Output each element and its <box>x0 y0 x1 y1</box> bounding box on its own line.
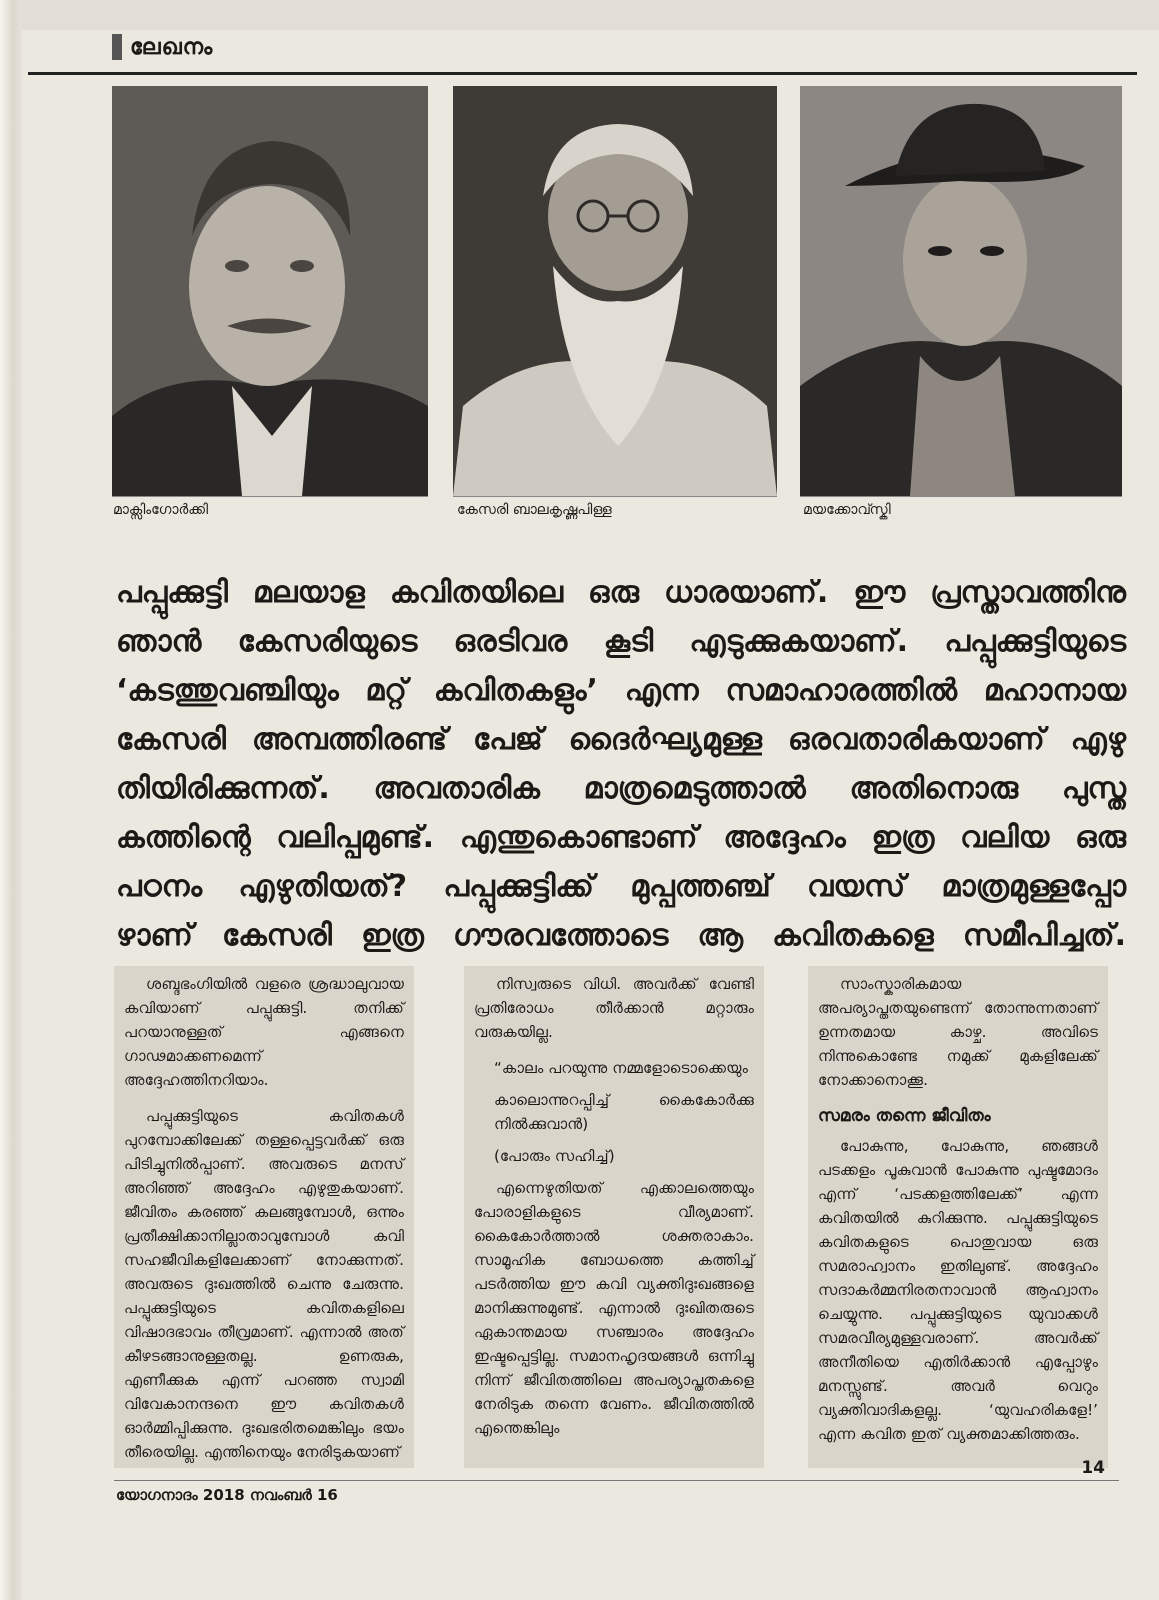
caption-rule <box>453 496 777 497</box>
pull-quote-line: ‘കടത്തുവഞ്ചിയും മറ്റ് കവിതകളും’ എന്ന സമാഹാരത്തിൽ മഹാനായ <box>116 673 1126 708</box>
pull-quote-line: പഠനം എഴുതിയത്? പപ്പുക്കുട്ടിക്ക് മുപ്പത്തഞ്ച് വയസ് മാത്രമുള്ളപ്പോ <box>116 869 1126 904</box>
article-column-2 <box>464 966 764 1468</box>
section-label: ലേഖനം <box>130 34 214 60</box>
section-tag <box>112 34 213 60</box>
caption-rule <box>112 496 428 497</box>
article-column-1 <box>114 966 414 1468</box>
header-rule <box>28 72 1137 75</box>
verse-line: കാലൊന്നുറപ്പിച്ച് കൈകോർക്കു നിൽക്കുവാൻ) <box>494 1091 754 1133</box>
paragraph: എന്നെഴുതിയത് എക്കാലത്തെയും പോരാളികളുടെ വീര്യമാണ്. കൈകോർത്താൽ ശക്തരാകാം. സാമൂഹിക ബോധത്തെ കത്തിച്ച് പടർത്തിയ ഈ കവി വ്യക്തിദുഃഖങ്ങളെ മാനിക്കുന്നുമുണ്ട്. എന്നാൽ ദുഃഖിതരുടെ ഏകാന്തമായ സഞ്ചാരം അദ്ദേഹം ഇഷ്ടപ്പെട്ടില്ല. സമാനഹൃദയങ്ങൾ ഒന്നിച്ചു നിന്ന് ജീവിതത്തിലെ അപര്യാപ്തതകളെ നേരിടുക തന്നെ വേണം. ജീവിതത്തിൽ എന്തെങ്കിലും <box>474 1179 754 1437</box>
photo-caption: മാക്സിംഗോർക്കി <box>113 502 209 518</box>
portrait-kesari <box>453 86 777 496</box>
pull-quote <box>116 568 1126 960</box>
paragraph: പപ്പുക്കുട്ടിയുടെ കവിതകൾ പുറമ്പോക്കിലേക്ക് തള്ളപ്പെട്ടവർക്ക് ഒരു പിടിച്ചുനിൽപ്പാണ്. അവരുടെ മനസ് അറിഞ്ഞ് അദ്ദേഹം എഴുതുകയാണ്. ജീവിതം കരഞ്ഞ് കലങ്ങുമ്പോൾ, ഒന്നും പ്രതീക്ഷിക്കാനില്ലാതാവുമ്പോൾ കവി സഹജീവികളിലേക്കാണ് നോക്കുന്നത്. അവരുടെ ദുഃഖത്തിൽ ചെന്നു ചേരുന്നു. പപ്പുക്കുട്ടിയുടെ കവിതകളിലെ വിഷാദഭാവം തീവ്രമാണ്. എന്നാൽ അത് കീഴടങ്ങാനുള്ളതല്ല. ഉണരുക, എണീക്കുക എന്ന് പറഞ്ഞ സ്വാമി വിവേകാനന്ദനെ ഈ കവിതകൾ ഓർമ്മിപ്പിക്കുന്നു. ദുഃഖഭരിതമെങ്കിലും ഭയം തീരെയില്ല. എന്തിനെയും നേരിടുകയാണ് <box>124 1107 404 1461</box>
pull-quote-line: പപ്പുക്കുട്ടി മലയാള കവിതയിലെ ഒരു ധാരയാണ്. ഈ പ്രസ്താവത്തിനു <box>116 575 1126 610</box>
page-binding-edge <box>0 0 22 1600</box>
paragraph: നിസ്വരുടെ വിധി. അവർക്ക് വേണ്ടി പ്രതിരോധം തീർക്കാൻ മറ്റാരും വരുകയില്ല. <box>474 975 754 1041</box>
verse-line: (പോരും സഹിച്ച്) <box>494 1147 615 1165</box>
paragraph: പോകുന്നു, പോകുന്നു, ഞങ്ങൾ പടക്കളം പൂകുവാൻ പോകുന്നു പുഷ്ടമോദം എന്ന് ‘പടക്കളത്തിലേക്ക്’ എന്ന കവിതയിൽ കുറിക്കുന്നു. പപ്പുക്കുട്ടിയുടെ കവിതകളുടെ പൊതുവായ ഒരു സമരാഹ്വാനം ഇതിലുണ്ട്. അദ്ദേഹം സദാകർമ്മനിരതനാവാൻ ആഹ്വാനം ചെയ്യുന്നു. പപ്പുക്കുട്ടിയുടെ യുവാക്കൾ സമരവീര്യമുള്ളവരാണ്. അവർക്ക് അനീതിയെ എതിർക്കാൻ എപ്പോഴും മനസ്സുണ്ട്. അവർ വെറും വ്യക്തിവാദികളല്ല. ‘യുവഹരികളേ!’ എന്ന കവിത ഇത് വ്യക്തമാക്കിത്തരും. <box>818 1137 1098 1443</box>
footer-masthead: യോഗനാദം 2018 നവംബർ 16 <box>116 1486 338 1504</box>
pull-quote-line: ഞാൻ കേസരിയുടെ ഒരടിവര കൂടി എടുക്കുകയാണ്. പപ്പുക്കുട്ടിയുടെ <box>116 624 1126 659</box>
previous-page-strip <box>22 0 1159 30</box>
footer-rule <box>114 1480 1119 1481</box>
section-marker <box>112 34 122 60</box>
verse-line: “കാലം പറയുന്നു നമ്മളോടൊക്കെയും <box>494 1059 748 1077</box>
portrait-mayakovsky <box>800 86 1122 496</box>
pull-quote-line: കേസരി അമ്പത്തിരണ്ട് പേജ് ദൈർഘ്യമുള്ള ഒരവതാരികയാണ് എഴു <box>116 722 1126 757</box>
paragraph: ശബ്ദഭംഗിയിൽ വളരെ ശ്രദ്ധാലുവായ കവിയാണ് പപ്പുക്കുട്ടി. തനിക്ക് പറയാനുള്ളത് എങ്ങനെ ഗാഢമാക്കണമെന്ന് അദ്ദേഹത്തിനറിയാം. <box>124 975 404 1089</box>
pull-quote-line: കത്തിന്റെ വലിപ്പമുണ്ട്. എന്തുകൊണ്ടാണ് അദ്ദേഹം ഇത്ര വലിയ ഒരു <box>116 820 1126 855</box>
pull-quote-line: തിയിരിക്കുന്നത്. അവതാരിക മാത്രമെടുത്താൽ അതിനൊരു പുസ്ത <box>116 771 1126 806</box>
photo-caption: മയക്കോവ്സ്കി <box>803 502 891 518</box>
page-number: 14 <box>1081 1458 1105 1478</box>
photo-caption: കേസരി ബാലകൃഷ്ണപിള്ള <box>457 502 612 518</box>
paragraph: സാംസ്കാരികമായ അപര്യാപ്തതയുണ്ടെന്ന് തോന്നുന്നതാണ് ഉന്നതമായ കാഴ്ച. അവിടെ നിന്നുകൊണ്ടേ നമുക്ക് മുകളിലേക്ക് നോക്കാനൊക്കൂ. <box>818 975 1098 1089</box>
portrait-gorky <box>112 86 428 496</box>
subheading: സമരം തന്നെ ജീവിതം <box>818 1106 991 1126</box>
caption-rule <box>800 496 1122 497</box>
pull-quote-line: ഴാണ് കേസരി ഇത്ര ഗൗരവത്തോടെ ആ കവിതകളെ സമീപിച്ചത്. <box>116 918 1126 953</box>
article-column-3 <box>808 966 1108 1468</box>
